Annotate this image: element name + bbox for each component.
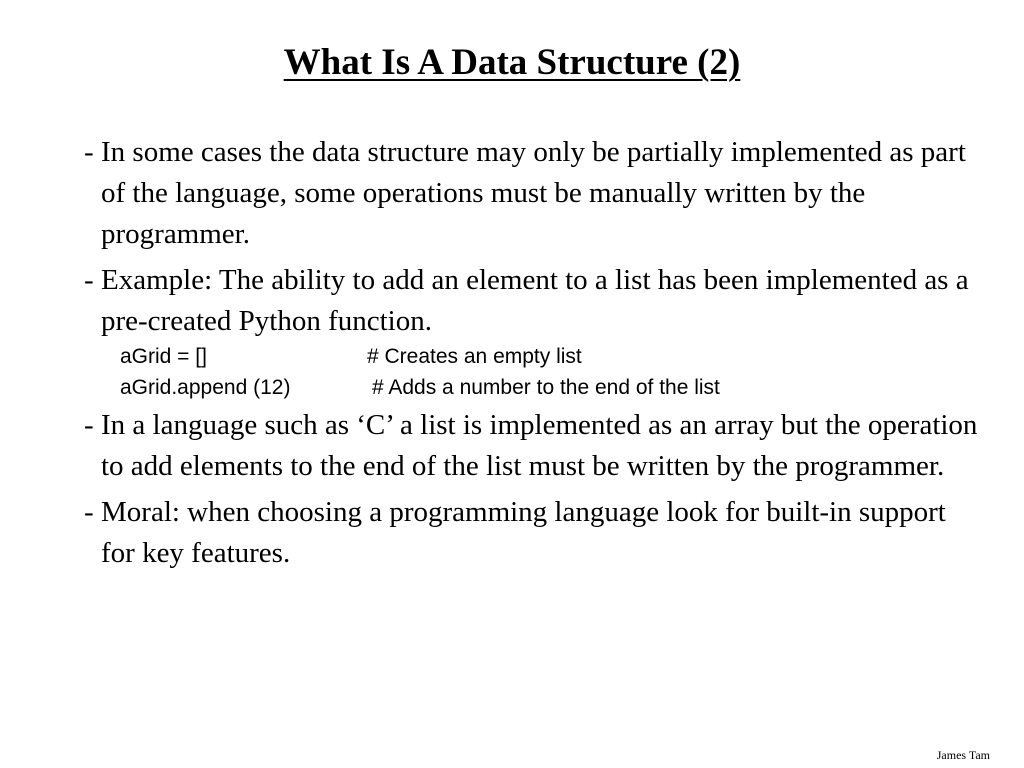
code-comment: # Creates an empty list <box>367 345 582 368</box>
bullet-marker: - <box>84 409 94 441</box>
bullet-item <box>84 132 984 255</box>
bullet-marker: - <box>84 264 94 296</box>
code-example <box>84 341 984 403</box>
bullet-item <box>84 492 984 574</box>
bullet-marker: - <box>84 496 94 528</box>
bullet-text: In a language such as ‘C’ a list is implemented as an array but the operation to add elements to the end of the list must be written by the programmer. <box>101 409 978 482</box>
code-comment: # Adds a number to the end of the list <box>372 376 720 399</box>
code-line <box>120 341 984 372</box>
code-statement: aGrid = [] <box>120 345 207 368</box>
bullet-item <box>84 405 984 487</box>
bullet-marker: - <box>84 136 94 168</box>
bullet-text: In some cases the data structure may only be partially implemented as part of the language, some operations must be manually written by the programmer. <box>101 136 966 250</box>
code-statement: aGrid.append (12) <box>120 376 291 399</box>
footer-author: James Tam <box>936 748 990 762</box>
code-line <box>120 372 984 403</box>
bullet-text: Moral: when choosing a programming language look for built-in support for key features. <box>101 496 946 569</box>
bullet-item <box>84 260 984 342</box>
bullet-text: Example: The ability to add an element to a list has been implemented as a pre-created Python function. <box>101 264 969 337</box>
slide-title: What Is A Data Structure (2) <box>283 42 741 83</box>
bullet-list <box>84 132 984 579</box>
